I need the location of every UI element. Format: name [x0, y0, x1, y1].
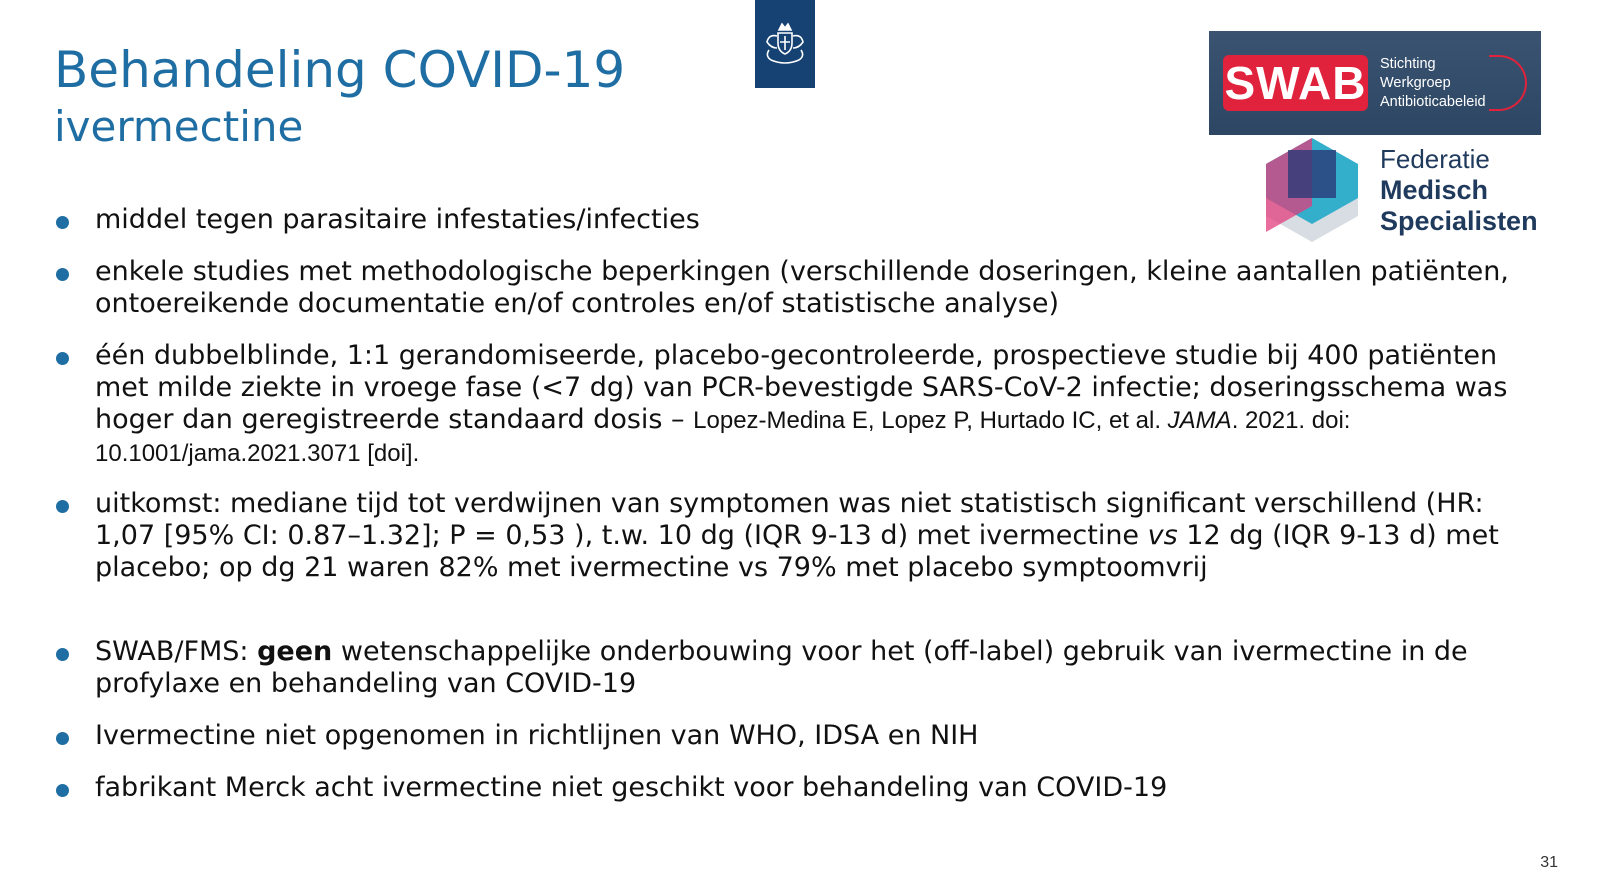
fms-line: Medisch: [1380, 175, 1489, 205]
bullet-item: [54, 256, 1544, 320]
bullet-item: [54, 636, 1544, 700]
fms-line: Specialisten: [1380, 206, 1538, 236]
citation-details: . 2021. doi: 10.1001/jama.2021.3071 [doi].: [95, 407, 1351, 467]
bullet-dot: [56, 648, 69, 661]
swab-wordmark: SWAB: [1224, 57, 1367, 109]
bullet-text: enkele studies met methodologische beperkingen (verschillende doseringen, kleine aantallen patiënten, ontoereikende documentatie en/of controles en/of statistische analyse): [95, 256, 1509, 319]
bullet-text-bold: geen: [257, 636, 333, 667]
rijksoverheid-logo: [755, 0, 815, 88]
bullet-dot: [56, 500, 69, 513]
swab-arc-decoration: [1489, 55, 1527, 111]
bullet-text-italic: vs: [1147, 520, 1178, 551]
swab-subtitle-line: Antibioticabeleid: [1380, 94, 1486, 110]
bullet-text: één dubbelblinde, 1:1 gerandomiseerde, placebo-gecontroleerde, prospectieve studie bij 400 patiënten met milde ziekte in vroege fase (<7 dg) van PCR-bevestigde SARS-CoV-2 infectie; doseringsschema was hoger dan geregistreerde standaard dosis –: [95, 340, 1508, 435]
swab-logo: [1209, 31, 1541, 135]
bullet-text: middel tegen parasitaire infestaties/infecties: [95, 204, 700, 235]
bullet-list: [54, 204, 1544, 804]
fms-line: Federatie: [1380, 144, 1490, 174]
bullet-dot: [56, 732, 69, 745]
citation-journal: JAMA: [1167, 407, 1232, 434]
page-number: 31: [1540, 854, 1558, 871]
bullet-text: uitkomst: mediane tijd tot verdwijnen van symptomen was niet statistisch significant verschillend (HR: 1,07 [95% CI: 0.87–1.32]; P = 0,53 ), t.w. 10 dg (IQR 9-13 d) met ivermectine: [95, 488, 1484, 551]
bullet-item: [54, 488, 1544, 584]
bullet-item: [54, 340, 1544, 470]
bullet-dot: [56, 352, 69, 365]
slide-subtitle: ivermectine: [54, 102, 304, 151]
bullet-dot: [56, 216, 69, 229]
bullet-item: [54, 720, 1544, 752]
bullet-text: wetenschappelijke onderbouwing voor het (off-label) gebruik van ivermectine in de profylaxe en behandeling van COVID-19: [95, 636, 1468, 699]
coat-of-arms-icon: [755, 0, 815, 88]
swab-subtitle-line: Werkgroep: [1380, 75, 1451, 91]
bullet-item: [54, 204, 1544, 236]
citation-authors: Lopez-Medina E, Lopez P, Hurtado IC, et al.: [693, 407, 1161, 434]
swab-subtitle-line: Stichting: [1380, 56, 1436, 72]
bullet-text: SWAB/FMS:: [95, 636, 249, 667]
bullet-dot: [56, 268, 69, 281]
bullet-text: 12 dg (IQR 9-13 d) met placebo; op dg 21 waren 82% met ivermectine vs 79% met placebo symptoomvrij: [95, 520, 1499, 583]
bullet-text: fabrikant Merck acht ivermectine niet geschikt voor behandeling van COVID-19: [95, 772, 1168, 803]
bullet-item: [54, 772, 1544, 804]
bullet-dot: [56, 784, 69, 797]
slide-title: Behandeling COVID-19: [54, 41, 626, 99]
bullet-text: Ivermectine niet opgenomen in richtlijnen van WHO, IDSA en NIH: [95, 720, 979, 751]
swab-subtitle: [1380, 55, 1486, 112]
